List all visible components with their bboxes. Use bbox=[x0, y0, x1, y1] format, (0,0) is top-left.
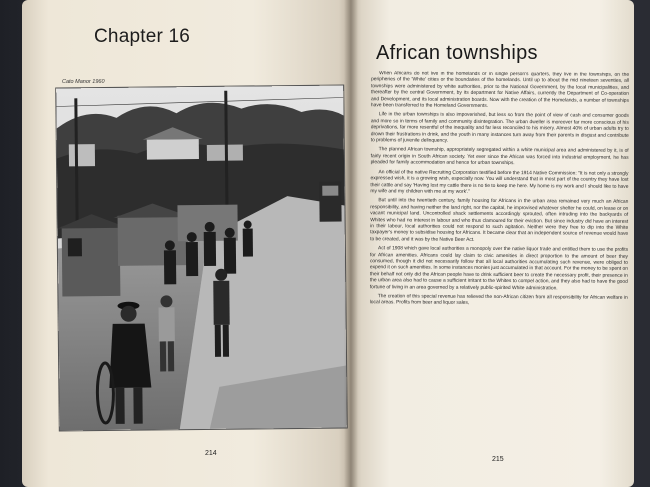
paragraph: The planned African township, appropriately segregated within a white municipal area and administered by it, is of fairly recent origin in South African society. Yet ever since the African was forced into industrial employment, he has pleaded for family accommodation and hence for urban townships. bbox=[370, 147, 629, 167]
open-book bbox=[22, 0, 634, 487]
body-text bbox=[369, 71, 629, 445]
page-number-right: 215 bbox=[492, 456, 504, 463]
right-page bbox=[350, 0, 634, 487]
township-photograph bbox=[56, 86, 347, 431]
left-page bbox=[22, 0, 352, 487]
page-number-left: 214 bbox=[205, 450, 217, 457]
paragraph: The creation of this special revenue has relieved the non-African citizen from all responsibility for African welfare in local areas. Profits from beer and liquor sales, bbox=[369, 294, 628, 307]
section-title: African townships bbox=[376, 42, 538, 64]
paragraph: But until into the twentieth century, family housing for Africans in the urban area remained very much an African responsibility, and having neither the land right, nor the capital, he improvised whatever shelter he could, on lease or on vacant municipal land. Uncontrolled shack settlements accordingly sprouted, often intruding into the backyards of Whites who had no interest in labour and who thus clamoured for their eviction. But since industry did have an interest in their labour, local authorities could not respond to such agitation. Neither were they free to dip into the White taxpayer's money to subsidise housing for Africans. It became clear that an independent source of revenue would have to be created, and it was by the Native Beer Act. bbox=[370, 198, 629, 243]
book-gutter bbox=[344, 0, 358, 487]
paragraph: Life in the urban townships is also impoverished, but less so from the point of view of cash and consumer goods and more so in terms of family and community disintegration. The urban dweller is moreover far more conscious of his deprivations, far more resentful of the inequality and far less reconciled to his misery. Almost 40% of urban adults try to drown their frustrations in drink, and the youth in many instances turn away from their parents in disgust and contribute to problems of juvenile delinquency. bbox=[370, 112, 629, 144]
chapter-heading: Chapter 16 bbox=[94, 26, 191, 47]
paragraph: When Africans do not live in the homelands or in single person's quarters, they live in the townships, on the peripheries of the 'White' cities or the boundaries of the homelands. Until up to about the mid nineteen seventies, all townships were administered by white authorities, prior to the National Government, by the local municipalities, and thereafter by the central Government, by its department for Native Affairs, currently the Department of Co-operation and Development, and its local administration boards. Now with the creation of the Homelands, a number of townships have been transferred to the Homeland Governments. bbox=[370, 71, 630, 109]
photo-caption: Cato Manor 1960 bbox=[62, 79, 105, 85]
paragraph: Act of 1908 which gave local authorities a monopoly over the native liquor trade and entitled them to use the profits for African amenities. Africans could lay claim to civic amenities in direct proportion to the amount of beer they consumed, though it did not necessarily follow that all local authorities accumulating such revenue, were obliged to expend it on such amenities. In some instances monies just accumulated in that account. For the money to be spent on their behalf not only did the African people have to drink sufficient beer to create the necessary profit, their presence in the urban area also had to cause a sufficient irritant to the Whites to compel action, and they also had to have the good fortune of living in an area governed by a relatively public-spirited White administration. bbox=[369, 246, 629, 291]
paragraph: An official of the native Recruiting Corporation testified before the 1914 Native Commission: "It is not only a strongly expressed wish, it is a growing wish, especially now. You will understand that in most part of the country they have lost their cattle and say 'Having lost my cattle there is no tie to keep me here. My home is my work and I should like to have my wife and my children with me at my work'." bbox=[370, 169, 629, 195]
